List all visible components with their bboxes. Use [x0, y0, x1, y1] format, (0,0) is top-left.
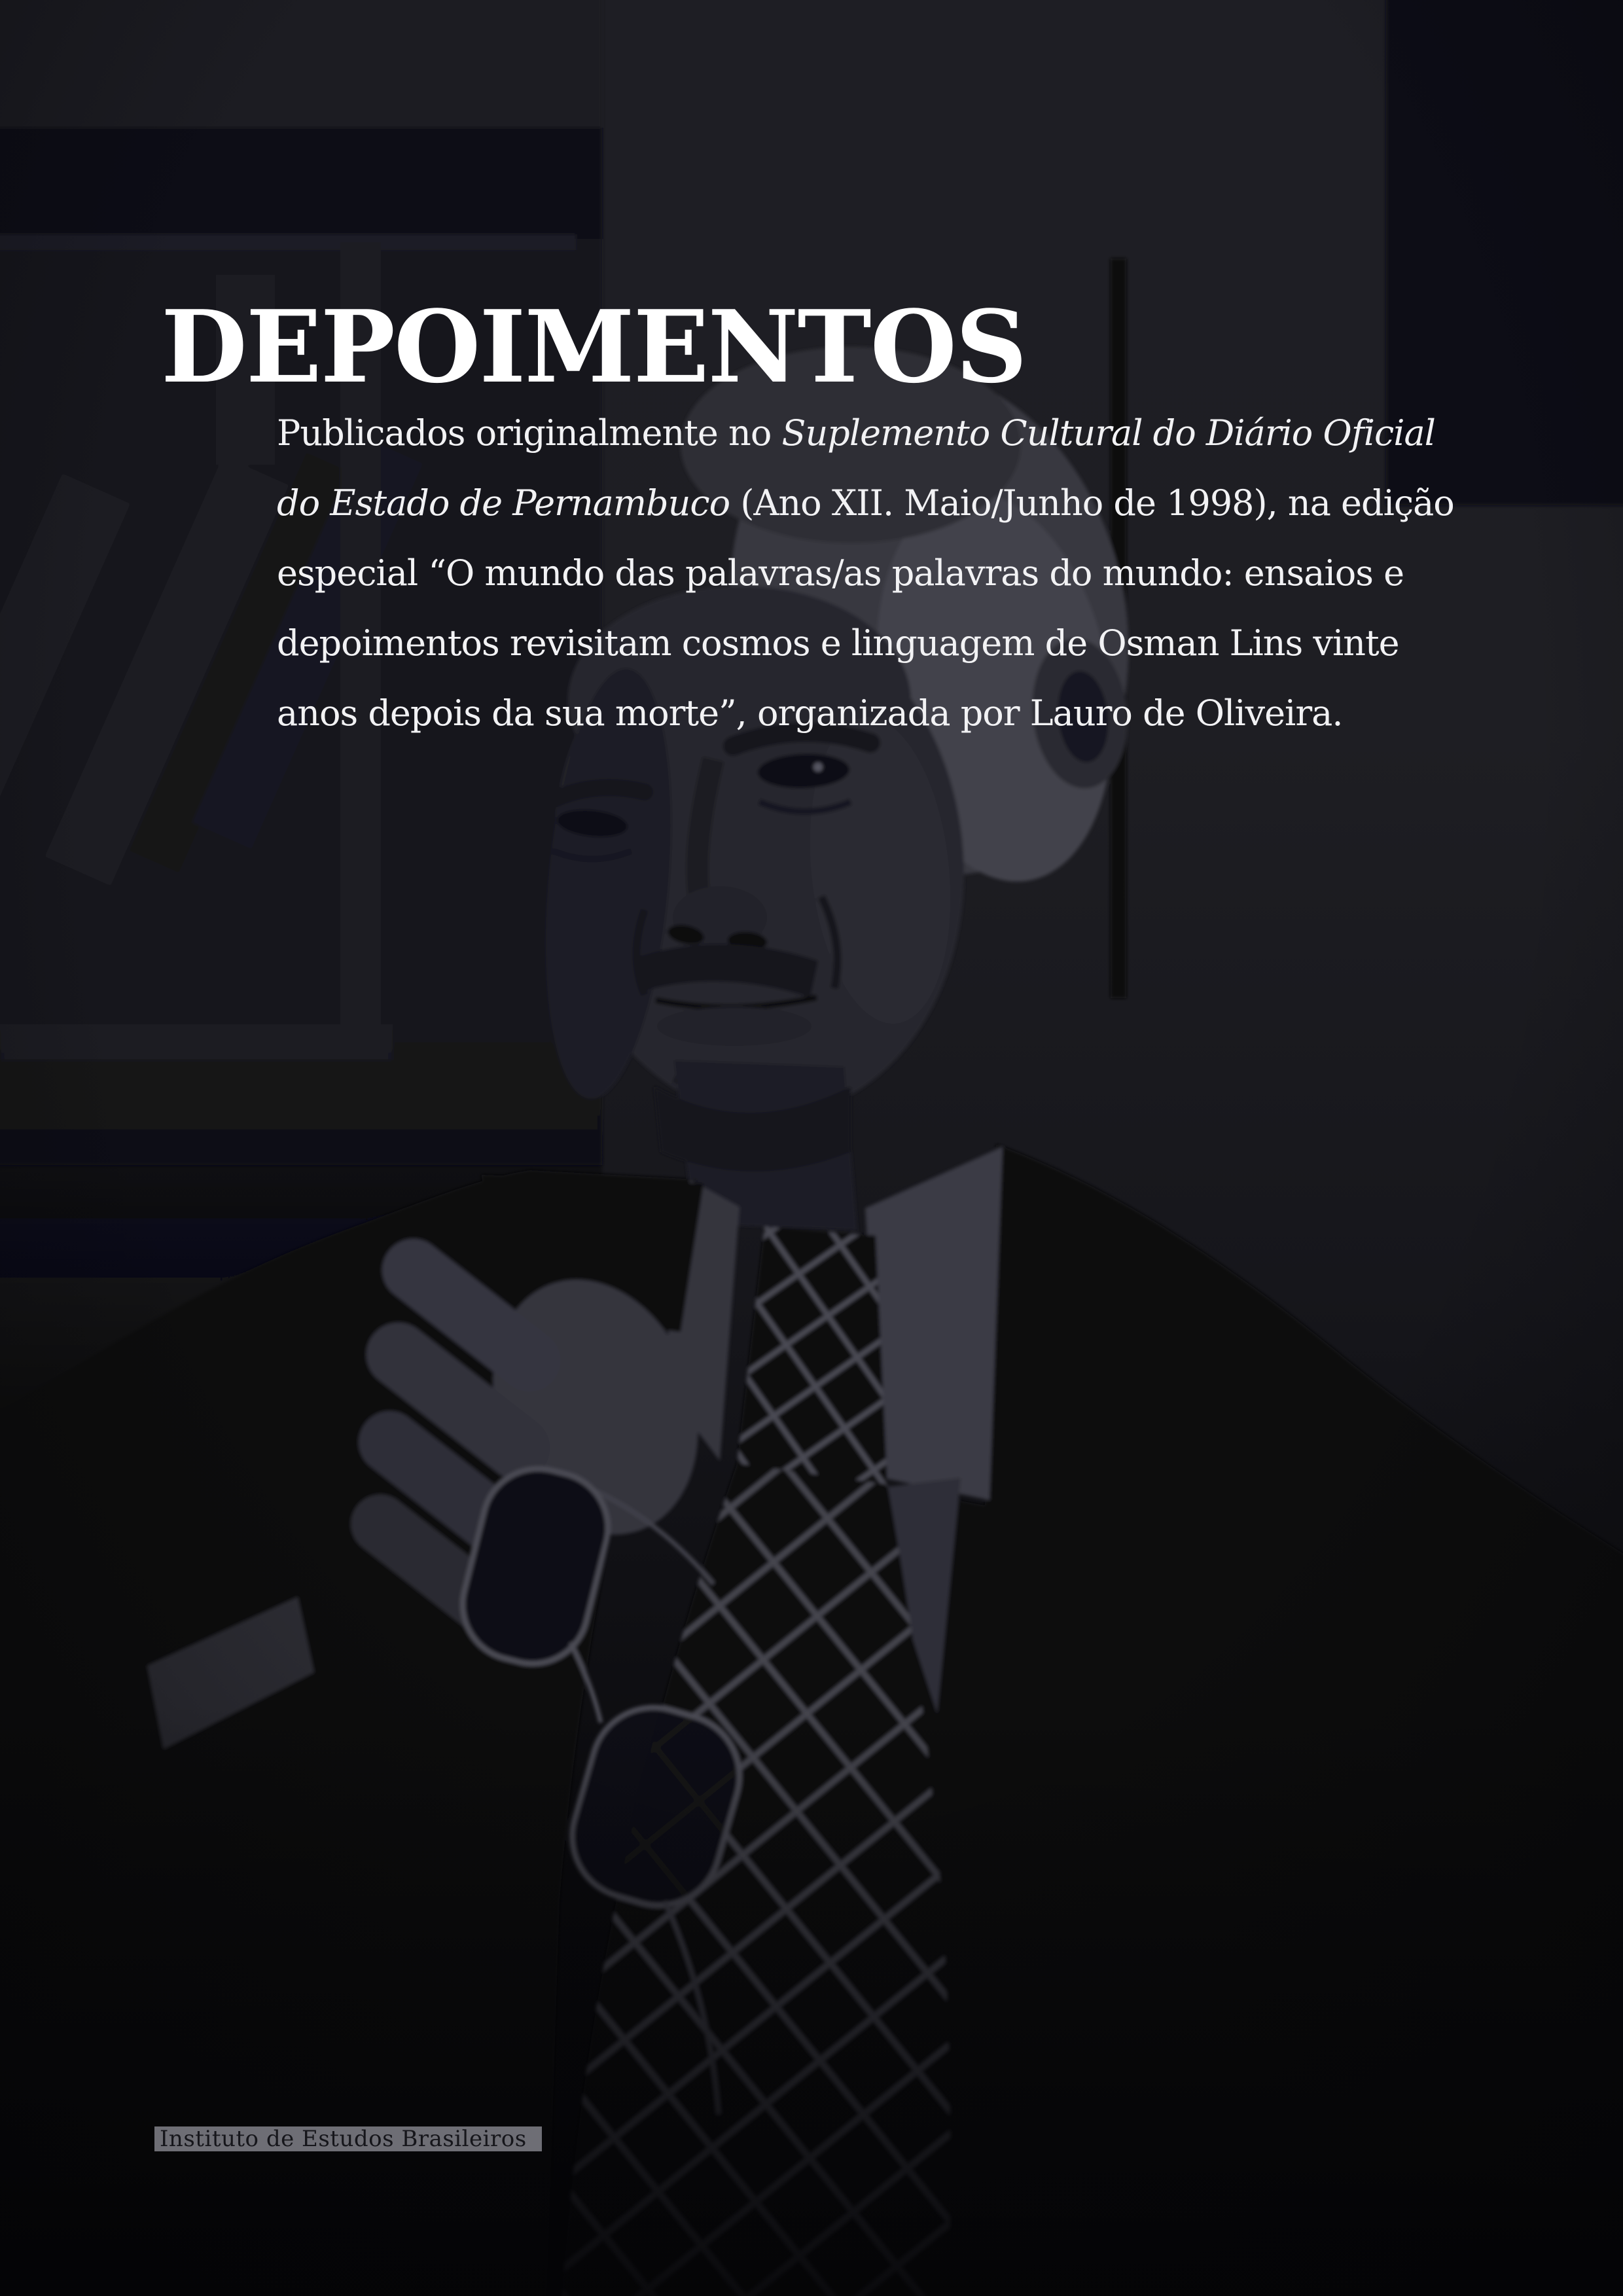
- caption-bar: [154, 2126, 542, 2151]
- paragraph-line: anos depois da sua morte”, organizada por Lauro de Oliveira.: [277, 692, 1343, 734]
- paragraph-line: depoimentos revisitam cosmos e linguagem de Osman Lins vinte: [277, 622, 1399, 664]
- caption-text: Instituto de Estudos Brasileiros: [160, 2126, 527, 2152]
- page-title: DEPOIMENTOS: [161, 287, 1026, 405]
- paragraph-line: Publicados originalmente no Suplemento Cultural do Diário Oficial: [277, 412, 1435, 454]
- intro-paragraph: [277, 398, 1454, 748]
- paragraph-line: do Estado de Pernambuco (Ano XII. Maio/Junho de 1998), na edição: [277, 482, 1454, 524]
- paragraph-line: especial “O mundo das palavras/as palavras do mundo: ensaios e: [277, 552, 1404, 594]
